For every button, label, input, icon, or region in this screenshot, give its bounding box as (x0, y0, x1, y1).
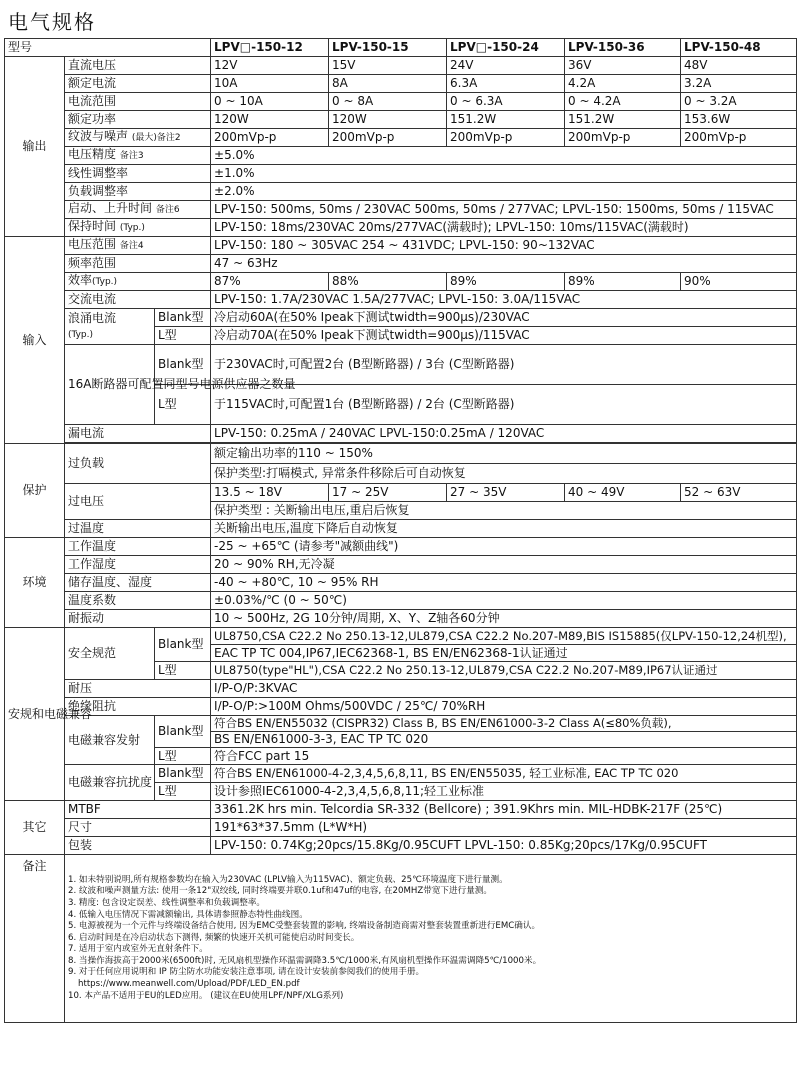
row-label: 工作湿度 (65, 556, 211, 574)
row-note: 备注4 (119, 241, 144, 251)
row-label: 电磁兼容发射 (65, 716, 155, 765)
cell-value: 0 ~ 3.2A (681, 93, 797, 111)
row-label: 工作温度 (65, 538, 211, 556)
cell-value: 0 ~ 4.2A (565, 93, 681, 111)
row-label (65, 201, 211, 219)
cell-value: 48V (681, 57, 797, 75)
cell-value: LPV-150: 500ms, 50ms / 230VAC 500ms, 50ms / 277VAC; LPVL-150: 1500ms, 50ms / 115VAC (211, 201, 797, 219)
row-label: 储存温度、湿度 (65, 574, 211, 592)
cell-value: 保护类型 : 关断输出电压,重启后恢复 (211, 502, 797, 520)
model-name: LPV-150-15 (329, 39, 447, 57)
cell-value: 120W (329, 111, 447, 129)
cell-value: 87% (211, 273, 329, 291)
row-note: (Typ.) (68, 329, 94, 340)
row-label (65, 129, 211, 147)
cell-value: EAC TP TC 004,IP67,IEC62368-1, BS EN/EN62368-1认证通过 (211, 645, 797, 662)
cell-value: 符合FCC part 15 (211, 748, 797, 765)
notes-list (65, 855, 797, 1023)
cell-value: 191*63*37.5mm (L*W*H) (211, 819, 797, 837)
section-others: 其它 (5, 801, 65, 855)
cell-value: 120W (211, 111, 329, 129)
variant-label: Blank型 (155, 765, 211, 783)
cell-value: 90% (681, 273, 797, 291)
cell-value: 额定输出功率的110 ~ 150% (211, 444, 797, 464)
cell-value: 0 ~ 10A (211, 93, 329, 111)
row-label: 漏电流 (65, 425, 211, 443)
row-label-text: 保持时间 (68, 219, 117, 233)
cell-value: ±2.0% (211, 183, 797, 201)
row-note: (Typ.) (92, 277, 118, 287)
cell-value: 于230VAC时,可配置2台 (B型断路器) / 3台 (C型断路器) (211, 345, 797, 385)
cell-value: 13.5 ~ 18V (211, 484, 329, 502)
row-label-text: 启动、上升时间 (68, 201, 153, 215)
cell-value: 10A (211, 75, 329, 93)
variant-label: Blank型 (155, 628, 211, 662)
variant-label: Blank型 (155, 309, 211, 327)
cell-value: 于115VAC时,可配置1台 (B型断路器) / 2台 (C型断路器) (211, 385, 797, 425)
note-item: 2. 纹波和噪声测量方法: 使用一条12"双绞线, 同时终端要并联0.1uf和47uf的电容, 在20MHZ带宽下进行量测。 (68, 886, 492, 897)
row-label: 线性调整率 (65, 165, 211, 183)
row-label: 安全规范 (65, 628, 155, 680)
row-label: 绝缘阻抗 (65, 698, 211, 716)
cell-value: 冷启动70A(在50% Ipeak下测试twidth=900μs)/115VAC (211, 327, 797, 345)
cell-value: ±5.0% (211, 147, 797, 165)
cell-value: 3361.2K hrs min. Telcordia SR-332 (Bellcore) ; 391.9Khrs min. MIL-HDBK-217F (25℃) (211, 801, 797, 819)
cell-value: ±1.0% (211, 165, 797, 183)
cell-value: 0 ~ 6.3A (447, 93, 565, 111)
cell-value: 151.2W (447, 111, 565, 129)
note-item: 7. 适用于室内或室外无直射条件下。 (68, 944, 208, 955)
cell-value: 89% (447, 273, 565, 291)
cell-value: 8A (329, 75, 447, 93)
note-item: 8. 当操作海拔高于2000米(6500ft)时, 无风扇机型操作环温需调降3.5℃/1000米,有风扇机型操作环温需调降5℃/1000米。 (68, 955, 542, 966)
cell-value: 3.2A (681, 75, 797, 93)
cell-value: 符合BS EN/EN61000-4-2,3,4,5,6,8,11, BS EN/EN55035, 轻工业标准, EAC TP TC 020 (211, 765, 797, 783)
row-label: 16A断路器可配置同型号电源供应器之数量 (65, 345, 155, 425)
cell-value: 200mVp-p (329, 129, 447, 147)
section-safety-emc: 安规和电磁兼容 (5, 628, 65, 801)
section-notes: 备注 (5, 855, 65, 1023)
note-item: 10. 本产品不适用于EU的LED应用。 (建议在EU使用LPF/NPF/XLG系列) (68, 990, 344, 1001)
cell-value: 12V (211, 57, 329, 75)
row-label (65, 219, 211, 237)
row-label: 过温度 (65, 520, 211, 538)
cell-value: 200mVp-p (565, 129, 681, 147)
row-note: 备注3 (119, 151, 144, 161)
cell-value: 88% (329, 273, 447, 291)
model-label: 型号 (5, 39, 211, 57)
variant-label: L型 (155, 748, 211, 765)
cell-value: 24V (447, 57, 565, 75)
cell-value: 15V (329, 57, 447, 75)
row-label: 额定电流 (65, 75, 211, 93)
cell-value: 10 ~ 500Hz, 2G 10分钟/周期, X、Y、Z轴各60分钟 (211, 610, 797, 628)
cell-value: 关断输出电压,温度下降后自动恢复 (211, 520, 797, 538)
row-label: 温度系数 (65, 592, 211, 610)
row-label-text: 浪涌电流 (68, 310, 117, 325)
variant-label: L型 (155, 783, 211, 801)
row-label (65, 309, 155, 345)
note-item: 1. 如未特别说明,所有规格参数均在输入为230VAC (LPLV输入为115VAC)、额定负载、25℃环境温度下进行量测。 (68, 874, 508, 885)
row-label: 负载调整率 (65, 183, 211, 201)
cell-value: 151.2W (565, 111, 681, 129)
row-label: 包装 (65, 837, 211, 855)
note-item: 9. 对于任何应用说明和 IP 防尘防水功能安装注意事项, 请在设计安装前参阅我们的使用手册。 (68, 967, 425, 978)
row-label: 过负载 (65, 444, 211, 484)
cell-value: 153.6W (681, 111, 797, 129)
row-label-text: 电压范围 (68, 237, 117, 251)
cell-value: UL8750(type"HL"),CSA C22.2 No 250.13-12,UL879,CSA C22.2 No.207-M89,IP67认证通过 (211, 662, 797, 680)
cell-value: 52 ~ 63V (681, 484, 797, 502)
cell-value: 200mVp-p (681, 129, 797, 147)
cell-value: 0 ~ 8A (329, 93, 447, 111)
cell-value: UL8750,CSA C22.2 No 250.13-12,UL879,CSA C22.2 No.207-M89,BIS IS15885(仅LPV-150-12,24机型), (211, 628, 797, 645)
cell-value: 200mVp-p (447, 129, 565, 147)
section-output: 输出 (5, 57, 65, 237)
cell-value: LPV-150: 0.25mA / 240VAC LPVL-150:0.25mA / 120VAC (211, 425, 797, 443)
cell-value: 27 ~ 35V (447, 484, 565, 502)
note-item: 3. 精度: 包含设定误差、线性调整率和负载调整率。 (68, 897, 266, 908)
cell-value: 36V (565, 57, 681, 75)
page-title: 电气规格 (8, 10, 96, 34)
cell-value: 符合BS EN/EN55032 (CISPR32) Class B, BS EN/EN61000-3-2 Class A(≤80%负载), (211, 716, 797, 732)
variant-label: L型 (155, 662, 211, 680)
cell-value: ±0.03%/℃ (0 ~ 50℃) (211, 592, 797, 610)
cell-value: 6.3A (447, 75, 565, 93)
row-label-text: 效率 (68, 273, 93, 287)
cell-value: 47 ~ 63Hz (211, 255, 797, 273)
cell-value: 设计参照IEC61000-4-2,3,4,5,6,8,11;轻工业标准 (211, 783, 797, 801)
cell-value: 20 ~ 90% RH,无冷凝 (211, 556, 797, 574)
cell-value: 40 ~ 49V (565, 484, 681, 502)
row-label: 电磁兼容抗扰度 (65, 765, 155, 801)
row-label (65, 273, 211, 291)
cell-value: 保护类型:打嗝模式, 异常条件移除后可自动恢复 (211, 464, 797, 484)
cell-value: LPV-150: 0.74Kg;20pcs/15.8Kg/0.95CUFT LPVL-150: 0.85Kg;20pcs/17Kg/0.95CUFT (211, 837, 797, 855)
cell-value: I/P-O/P:>100M Ohms/500VDC / 25℃/ 70%RH (211, 698, 797, 716)
row-label: 额定功率 (65, 111, 211, 129)
manual-link[interactable]: https://www.meanwell.com/Upload/PDF/LED_EN.pdf (78, 979, 300, 990)
row-label-text: 电压精度 (68, 147, 117, 161)
variant-label: L型 (155, 327, 211, 345)
row-label: 交流电流 (65, 291, 211, 309)
header-row (5, 39, 797, 57)
section-protection: 保护 (5, 444, 65, 538)
cell-value: LPV-150: 180 ~ 305VAC 254 ~ 431VDC; LPVL-150: 90~132VAC (211, 237, 797, 255)
row-label: 耐振动 (65, 610, 211, 628)
note-item: 4. 低输入电压情况下需减额输出, 具体请参照静态特性曲线图。 (68, 909, 308, 920)
cell-value: 200mVp-p (211, 129, 329, 147)
cell-value: 冷启动60A(在50% Ipeak下测试twidth=900μs)/230VAC (211, 309, 797, 327)
cell-value: -40 ~ +80℃, 10 ~ 95% RH (211, 574, 797, 592)
cell-value: 89% (565, 273, 681, 291)
row-label: 频率范围 (65, 255, 211, 273)
row-label: 电流范围 (65, 93, 211, 111)
row-note: (Typ.) (119, 223, 145, 233)
cell-value: 4.2A (565, 75, 681, 93)
row-label: 耐压 (65, 680, 211, 698)
row-label: 尺寸 (65, 819, 211, 837)
row-label: 直流电压 (65, 57, 211, 75)
section-environment: 环境 (5, 538, 65, 628)
model-name: LPV-150-36 (565, 39, 681, 57)
cell-value: BS EN/EN61000-3-3, EAC TP TC 020 (211, 732, 797, 748)
model-name: LPV-150-48 (681, 39, 797, 57)
row-label: 过电压 (65, 484, 211, 520)
row-label (65, 237, 211, 255)
row-note: 备注6 (155, 205, 180, 215)
spec-table (4, 38, 797, 1023)
variant-label: Blank型 (155, 716, 211, 748)
cell-value: 17 ~ 25V (329, 484, 447, 502)
row-label: MTBF (65, 801, 211, 819)
note-item: 5. 电源被视为一个元件与终端设备结合使用, 因为EMC受整套装置的影响, 终端设备制造商需对整套装置重新进行EMC确认。 (68, 921, 541, 932)
variant-label: L型 (155, 385, 211, 425)
row-note: (最大)备注2 (131, 133, 181, 143)
cell-value: LPV-150: 1.7A/230VAC 1.5A/277VAC; LPVL-150: 3.0A/115VAC (211, 291, 797, 309)
section-input: 输入 (5, 237, 65, 444)
cell-value: LPV-150: 18ms/230VAC 20ms/277VAC(满载时); LPVL-150: 10ms/115VAC(满载时) (211, 219, 797, 237)
cell-value: -25 ~ +65℃ (请参考"减额曲线") (211, 538, 797, 556)
variant-label: Blank型 (155, 345, 211, 385)
model-name: LPV□-150-12 (211, 39, 329, 57)
row-label (65, 147, 211, 165)
model-name: LPV□-150-24 (447, 39, 565, 57)
note-item: 6. 启动时间是在冷启动状态下测得, 频繁的快速开关机可能使启动时间变长。 (68, 932, 360, 943)
row-label-text: 纹波与噪声 (68, 129, 129, 143)
cell-value: I/P-O/P:3KVAC (211, 680, 797, 698)
